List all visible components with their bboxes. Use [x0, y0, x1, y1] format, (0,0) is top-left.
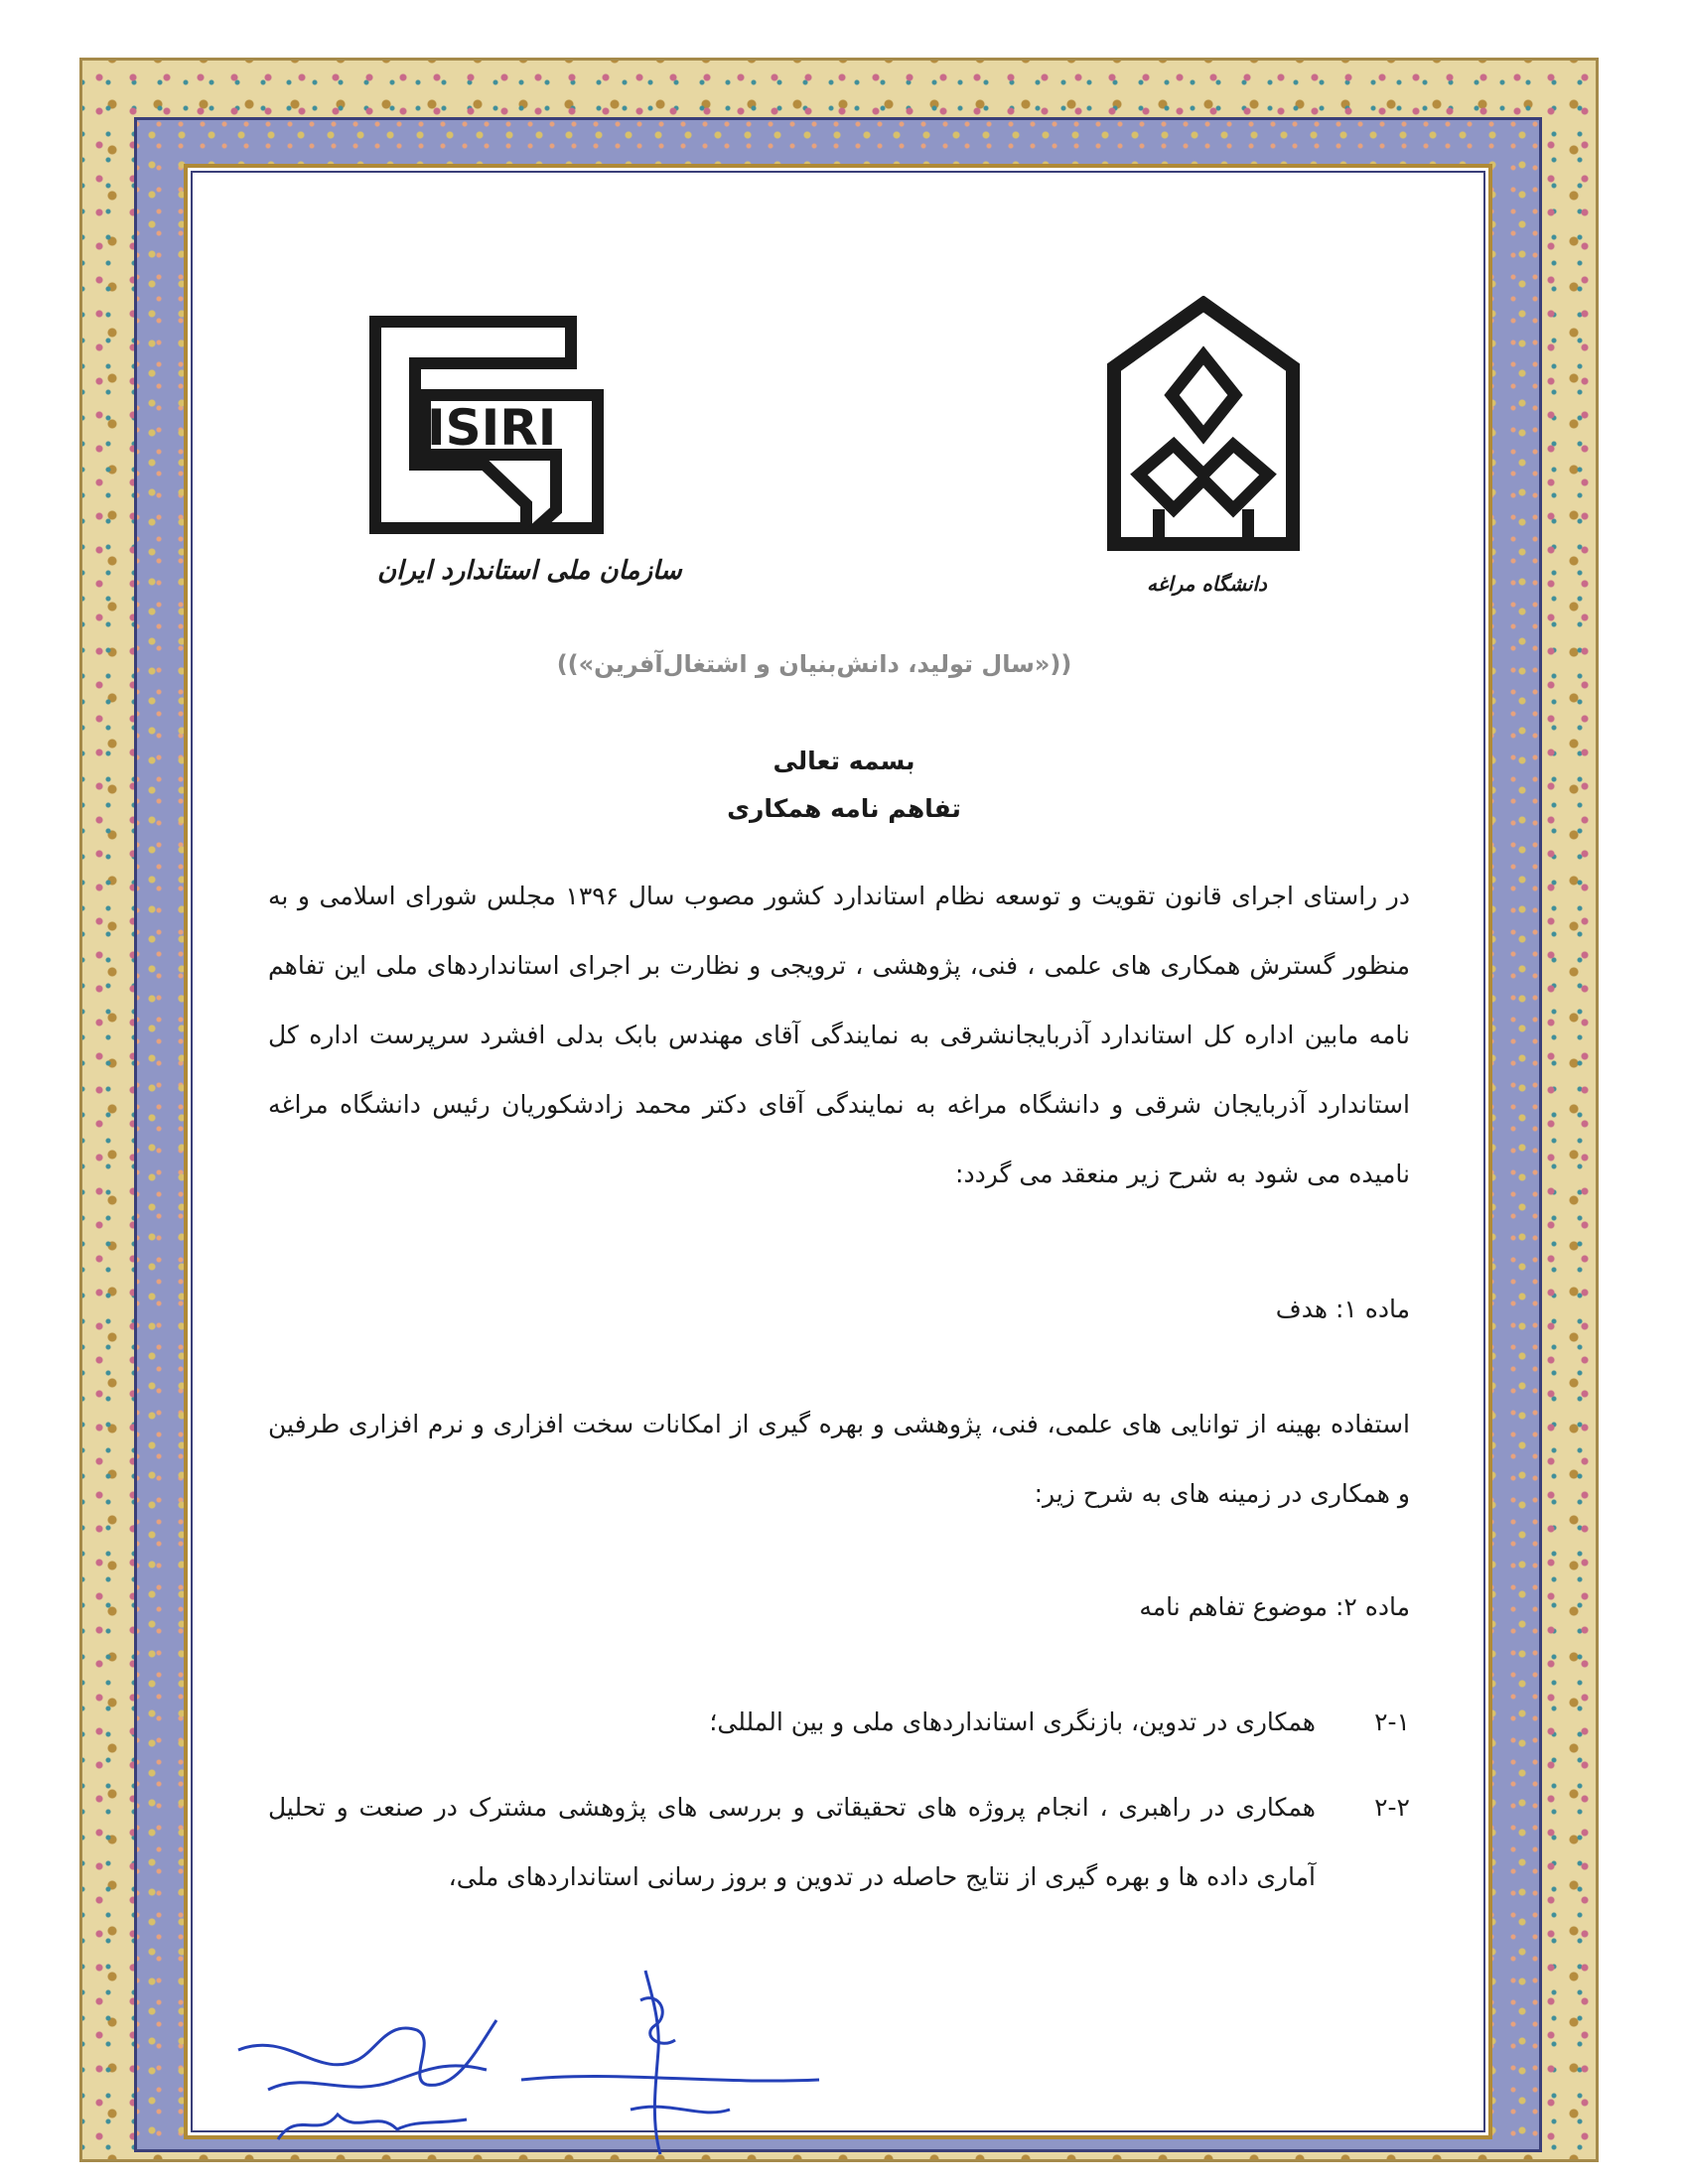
signature-right — [511, 1961, 839, 2163]
article-2-title: ماده ۲: موضوع تفاهم نامه — [1139, 1592, 1410, 1621]
maragheh-university-logo — [1104, 296, 1303, 564]
item-number: ۲-۱ — [1374, 1707, 1410, 1736]
isiri-caption: سازمان ملی استاندارد ایران — [377, 556, 682, 586]
document-title: تفاهم نامه همکاری — [727, 794, 961, 823]
maragheh-caption: دانشگاه مراغه — [1147, 572, 1267, 596]
signature-left — [228, 1990, 526, 2153]
year-slogan: ((«سال تولید، دانش‌بنیان و اشتغال‌آفرین»)) — [556, 650, 1072, 678]
item-number: ۲-۲ — [1374, 1793, 1410, 1822]
article-2-item — [268, 1773, 1410, 1912]
intro-paragraph: در راستای اجرای قانون تقویت و توسعه نظام استاندارد کشور مصوب سال ۱۳۹۶ مجلس شورای اسلامی و به منظور گسترش همکاری های علمی ، فنی، پژوهشی ، ترویجی و نظارت بر اجرای استانداردهای ملی این تفاهم نامه مابین اداره کل استاندارد آذربایجانشرقی به نمایندگی آقای مهندس بابک بدلی افشرد سرپرست اداره کل استاندارد آذربایجان شرقی و دانشگاه مراغه به نمایندگی آقای دکتر محمد زادشکوریان رئیس دانشگاه مراغه نامیده می شود به شرح زیر منعقد می گردد: — [268, 882, 1410, 1188]
isiri-logo — [367, 316, 606, 536]
bismillah-heading: بسمه تعالی — [773, 747, 915, 775]
item-text: همکاری در تدوین، بازنگری استانداردهای ملی و بین المللی؛ — [709, 1707, 1316, 1736]
article-1-title: ماده ۱: هدف — [1275, 1295, 1410, 1323]
article-1-body: استفاده بهینه از توانایی های علمی، فنی، پژوهشی و بهره گیری از امکانات سخت افزاری و نرم افزاری طرفین و همکاری در زمینه های به شرح زیر: — [268, 1410, 1410, 1508]
isiri-letters: ISIRI — [427, 399, 557, 457]
article-2-item — [268, 1688, 1410, 1757]
item-text: همکاری در راهبری ، انجام پروژه های تحقیقاتی و بررسی های پژوهشی مشترک در صنعت و تحلیل آماری داده ها و بهره گیری از نتایج حاصله در تدوین و بروز رسانی استانداردهای ملی، — [268, 1793, 1316, 1891]
